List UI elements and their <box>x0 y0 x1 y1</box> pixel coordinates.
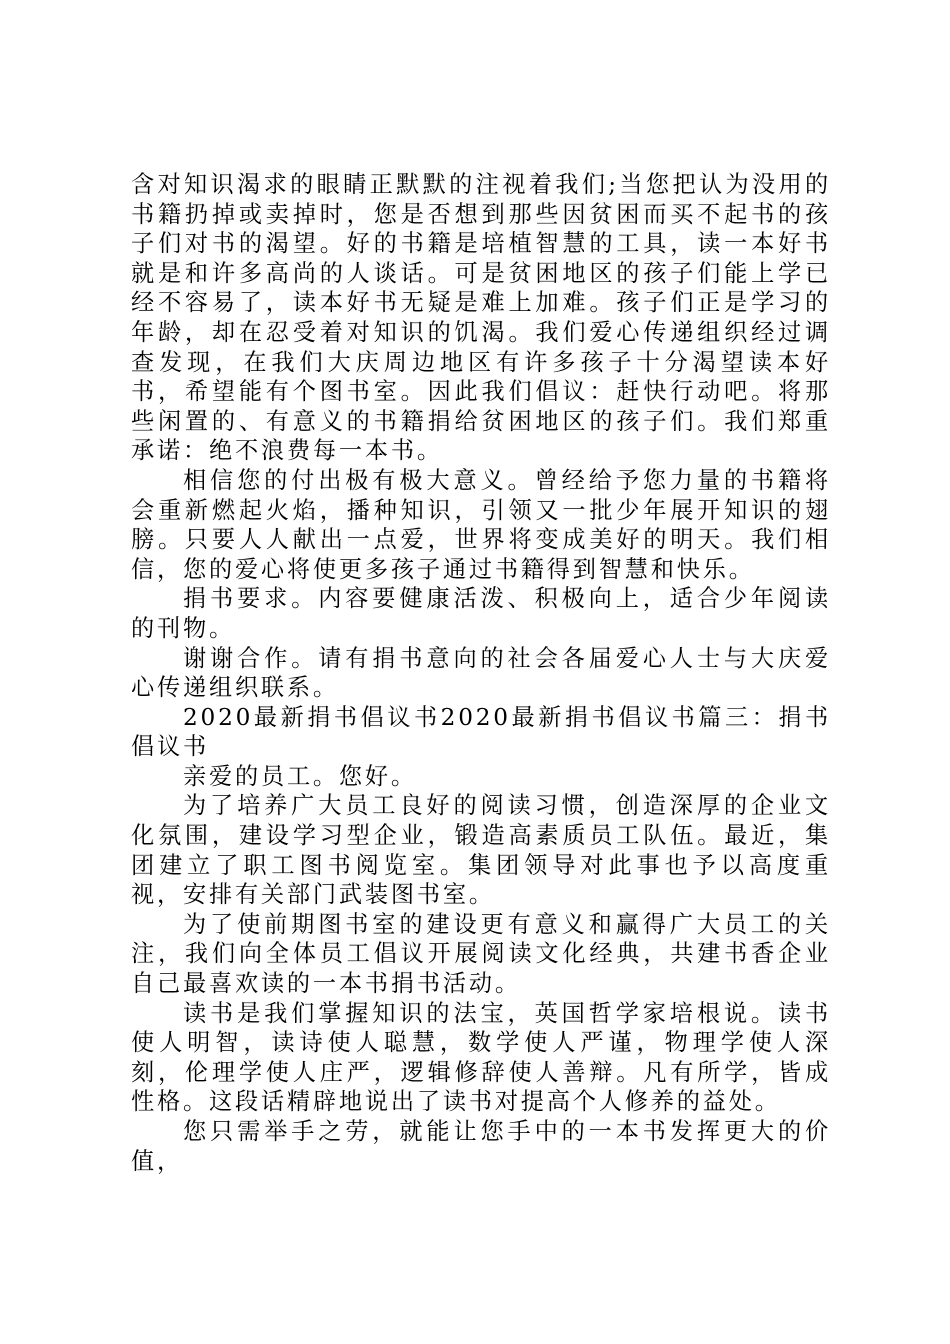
section-heading: 2020最新捐书倡议书2020最新捐书倡议书篇三：捐书倡议书 <box>131 703 831 761</box>
paragraph-8: 为了使前期图书室的建设更有意义和赢得广大员工的关注，我们向全体员工倡议开展阅读文化经典，共建书香企业自己最喜欢读的一本书捐书活动。 <box>131 910 831 998</box>
paragraph-3: 捐书要求。内容要健康活泼、积极向上，适合少年阅读的刊物。 <box>131 585 831 642</box>
paragraph-2: 相信您的付出极有极大意义。曾经给予您力量的书籍将会重新燃起火焰，播种知识，引领又一批少年展开知识的翅膀。只要人人献出一点爱，世界将变成美好的明天。我们相信，您的爱心将使更多孩子通过书籍得到智慧和快乐。 <box>131 466 831 583</box>
paragraph-7: 为了培养广大员工良好的阅读习惯，创造深厚的企业文化氛围，建设学习型企业，锻造高素质员工队伍。最近，集团建立了职工图书阅览室。集团领导对此事也予以高度重视，安排有关部门武装图书室。 <box>131 792 831 909</box>
paragraph-9: 读书是我们掌握知识的法宝，英国哲学家培根说。读书使人明智，读诗使人聪慧，数学使人严谨，物理学使人深刻，伦理学使人庄严，逻辑修辞使人善辩。凡有所学，皆成性格。这段话精辟地说出了读书对提高个人修养的益处。 <box>131 999 831 1116</box>
paragraph-10: 您只需举手之劳，就能让您手中的一本书发挥更大的价值， <box>131 1118 831 1175</box>
salutation: 亲爱的员工。您好。 <box>183 762 417 790</box>
document-body <box>131 170 831 1176</box>
paragraph-1: 含对知识渴求的眼睛正默默的注视着我们;当您把认为没用的书籍扔掉或卖掉时，您是否想到那些因贫困而买不起书的孩子们对书的渴望。好的书籍是培植智慧的工具，读一本好书就是和许多高尚的人谈话。可是贫困地区的孩子们能上学已经不容易了，读本好书无疑是难上加难。孩子们正是学习的年龄，却在忍受着对知识的饥渴。我们爱心传递组织经过调查发现，在我们大庆周边地区有许多孩子十分渴望读本好书，希望能有个图书室。因此我们倡议：赶快行动吧。将那些闲置的、有意义的书籍捐给贫困地区的孩子们。我们郑重承诺：绝不浪费每一本书。 <box>131 171 831 465</box>
paragraph-4: 谢谢合作。请有捐书意向的社会各届爱心人士与大庆爱心传递组织联系。 <box>131 644 831 702</box>
